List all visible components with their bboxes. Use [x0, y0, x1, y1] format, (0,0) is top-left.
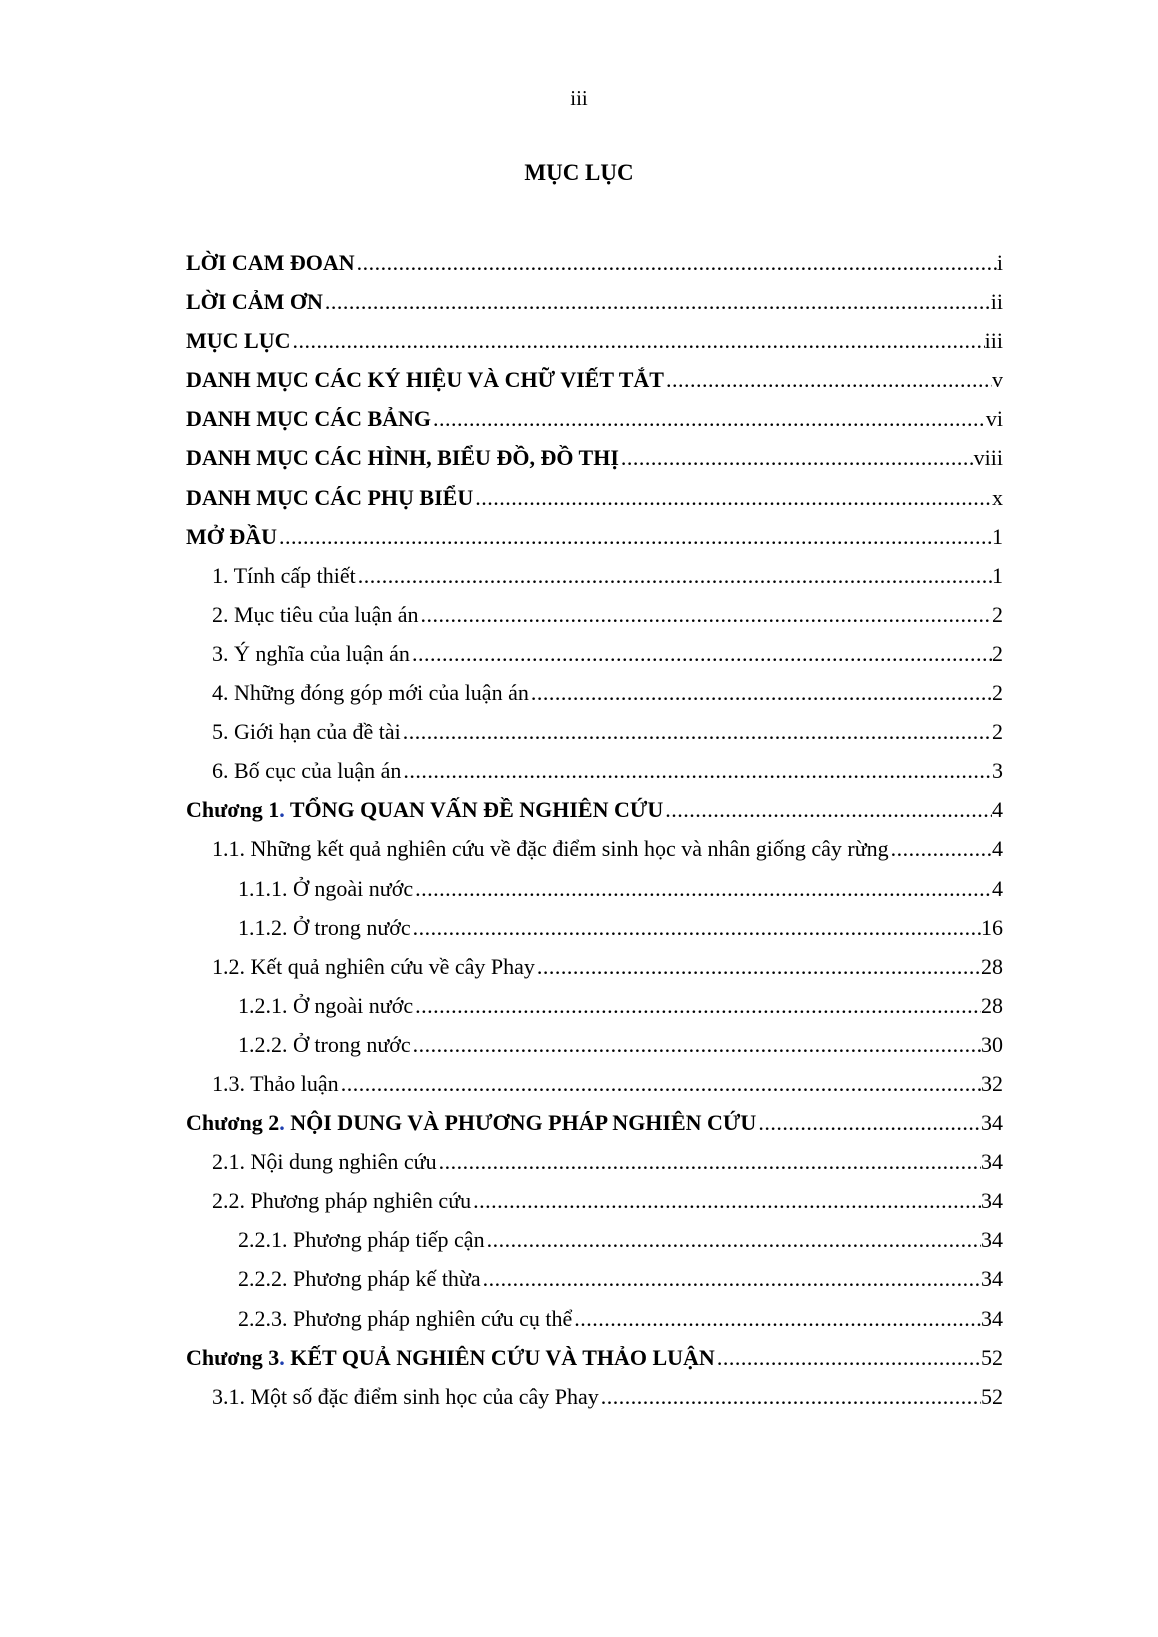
toc-entry-page: 34	[981, 1149, 1003, 1175]
toc-entry-text: 2.2. Phương pháp nghiên cứu	[212, 1188, 472, 1214]
toc-entry[interactable]	[186, 360, 1003, 399]
toc-entry-label	[238, 1025, 411, 1064]
toc-entry-text: 1.2. Kết quả nghiên cứu về cây Phay	[212, 953, 535, 979]
dot-leader	[572, 1299, 981, 1338]
toc-entry-page: vi	[985, 406, 1003, 432]
dot-leader	[356, 556, 992, 595]
page-title: MỤC LỤC	[524, 160, 634, 185]
toc-entry-text: 2. Mục tiêu của luận án	[212, 601, 419, 627]
toc-entry-page: 2	[992, 640, 1003, 666]
toc-entry[interactable]	[186, 243, 1003, 282]
toc-entry-label	[212, 829, 889, 868]
toc-entry-page: 4	[992, 875, 1003, 901]
toc-entry[interactable]	[186, 712, 1003, 751]
toc-entry-label	[212, 1181, 471, 1220]
toc-entry-text: DANH MỤC CÁC PHỤ BIỂU	[186, 484, 474, 510]
toc-entry-text: 2.2.1. Phương pháp tiếp cận	[238, 1227, 485, 1253]
toc-entry-label	[212, 947, 535, 986]
toc-entry-page: 1	[992, 523, 1003, 549]
toc-entry-text: MỤC LỤC	[186, 328, 291, 354]
toc-entry-page: 34	[981, 1266, 1003, 1292]
toc-entry-page: 1	[992, 562, 1003, 588]
toc-entry-page: 28	[981, 953, 1003, 979]
dot-leader	[413, 869, 992, 908]
toc-entry-label	[186, 517, 277, 556]
toc-entry-text: NỘI DUNG VÀ PHƯƠNG PHÁP NGHIÊN CỨU	[284, 1110, 757, 1136]
dot-leader	[401, 712, 992, 751]
toc-entry-label	[238, 1259, 481, 1298]
toc-entry-text: 1. Tính cấp thiết	[212, 562, 356, 588]
dot-leader	[291, 321, 985, 360]
chapter-prefix: Chương 3	[186, 1344, 280, 1370]
toc-entry-text: 1.1. Những kết quả nghiên cứu về đặc điểm sinh học và nhân giống cây rừng	[212, 836, 889, 862]
toc-entry-text: LỜI CAM ĐOAN	[186, 250, 355, 275]
dot-leader	[473, 478, 992, 517]
toc-entry-page: viii	[973, 445, 1003, 471]
dot-leader	[471, 1181, 981, 1220]
toc-entry-text: 1.2.2. Ở trong nước	[238, 1031, 411, 1057]
toc-entry-page: 34	[981, 1110, 1003, 1136]
dot-leader	[756, 1103, 981, 1142]
dot-leader	[485, 1220, 981, 1259]
toc-entry-page: 34	[981, 1227, 1003, 1253]
toc-entry-text: 1.1.1. Ở ngoài nước	[238, 875, 414, 901]
toc-entry-text: 3. Ý nghĩa của luận án	[212, 640, 410, 666]
dot-leader	[599, 1377, 981, 1416]
table-of-contents	[186, 243, 1003, 1416]
toc-entry[interactable]	[186, 556, 1003, 595]
toc-entry-page: ii	[990, 289, 1003, 315]
toc-entry-page: 3	[992, 758, 1003, 784]
toc-entry-label	[212, 712, 401, 751]
toc-entry[interactable]	[186, 438, 1003, 477]
toc-entry-label	[212, 1142, 437, 1181]
toc-entry[interactable]	[186, 1103, 1003, 1142]
toc-entry-label	[186, 243, 355, 282]
dot-leader	[535, 947, 981, 986]
toc-entry-text: 4. Những đóng góp mới của luận án	[212, 680, 529, 706]
chapter-dot: .	[279, 797, 285, 823]
dot-leader	[529, 673, 992, 712]
toc-entry-page: i	[996, 250, 1003, 275]
toc-entry[interactable]	[186, 869, 1003, 908]
toc-entry-label	[186, 1338, 715, 1377]
toc-entry[interactable]	[186, 908, 1003, 947]
toc-entry-page: 30	[981, 1031, 1003, 1057]
toc-entry-text: DANH MỤC CÁC KÝ HIỆU VÀ CHỮ VIẾT TẮT	[186, 367, 664, 393]
toc-entry[interactable]	[186, 1181, 1003, 1220]
dot-leader	[664, 360, 992, 399]
toc-entry-text: MỞ ĐẦU	[186, 523, 278, 549]
toc-entry-page: 34	[981, 1188, 1003, 1214]
toc-entry-text: KẾT QUẢ NGHIÊN CỨU VÀ THẢO LUẬN	[284, 1344, 715, 1370]
dot-leader	[663, 790, 992, 829]
toc-entry[interactable]	[186, 517, 1003, 556]
toc-entry-text: 1.3. Thảo luận	[212, 1070, 339, 1096]
toc-entry-text: 5. Giới hạn của đề tài	[212, 719, 401, 745]
chapter-prefix: Chương 1	[186, 797, 280, 823]
dot-leader	[323, 282, 991, 321]
toc-entry-label	[238, 986, 413, 1025]
toc-entry-label	[238, 1220, 485, 1259]
toc-entry-text: 6. Bố cục của luận án	[212, 758, 402, 784]
toc-entry-text: DANH MỤC CÁC HÌNH, BIỂU ĐỒ, ĐỒ THỊ	[186, 445, 619, 471]
toc-entry[interactable]	[186, 1299, 1003, 1338]
dot-leader	[413, 986, 981, 1025]
toc-entry-text: 2.2.2. Phương pháp kế thừa	[238, 1266, 481, 1292]
toc-entry-text: 1.1.2. Ở trong nước	[238, 914, 411, 940]
toc-entry-label	[238, 1299, 572, 1338]
toc-entry[interactable]	[186, 790, 1003, 829]
toc-entry-label	[186, 438, 619, 477]
toc-entry-label	[212, 1064, 339, 1103]
toc-entry[interactable]	[186, 1259, 1003, 1298]
toc-entry-page: 4	[992, 836, 1003, 862]
toc-entry-page: 52	[981, 1344, 1003, 1370]
toc-entry-text: 3.1. Một số đặc điểm sinh học của cây Phay	[212, 1383, 599, 1409]
toc-entry[interactable]	[186, 1220, 1003, 1259]
toc-entry[interactable]	[186, 751, 1003, 790]
toc-entry-page: 2	[992, 680, 1003, 706]
toc-entry-label	[186, 1103, 756, 1142]
toc-entry-page: 4	[992, 797, 1003, 823]
toc-entry-label	[238, 908, 411, 947]
chapter-dot: .	[279, 1344, 285, 1370]
dot-leader	[410, 634, 992, 673]
toc-entry[interactable]	[186, 829, 1003, 868]
dot-leader	[277, 517, 992, 556]
toc-entry-label	[186, 321, 291, 360]
toc-entry-label	[186, 790, 663, 829]
toc-entry-page: v	[992, 367, 1003, 393]
toc-entry-page: x	[992, 484, 1003, 510]
toc-entry-label	[186, 399, 431, 438]
toc-entry-page: 52	[981, 1383, 1003, 1409]
dot-leader	[401, 751, 992, 790]
toc-entry[interactable]	[186, 478, 1003, 517]
toc-entry-label	[212, 751, 401, 790]
page-number: iii	[570, 86, 588, 110]
toc-entry[interactable]	[186, 947, 1003, 986]
dot-leader	[437, 1142, 981, 1181]
toc-entry[interactable]	[186, 634, 1003, 673]
dot-leader	[411, 908, 981, 947]
toc-entry-label	[212, 595, 419, 634]
dot-leader	[889, 829, 992, 868]
toc-entry-text: 2.2.3. Phương pháp nghiên cứu cụ thể	[238, 1305, 573, 1331]
toc-entry[interactable]	[186, 986, 1003, 1025]
toc-entry-page: 32	[981, 1070, 1003, 1096]
toc-entry-label	[186, 282, 323, 321]
dot-leader	[419, 595, 993, 634]
chapter-dot: .	[279, 1110, 285, 1136]
toc-entry-label	[238, 869, 413, 908]
dot-leader	[481, 1259, 981, 1298]
toc-entry-text: 2.1. Nội dung nghiên cứu	[212, 1149, 437, 1175]
dot-leader	[339, 1064, 981, 1103]
toc-entry-page: 16	[981, 914, 1003, 940]
dot-leader	[715, 1338, 981, 1377]
toc-entry[interactable]	[186, 595, 1003, 634]
dot-leader	[431, 399, 986, 438]
toc-entry-text: DANH MỤC CÁC BẢNG	[186, 406, 432, 432]
toc-entry-page: 34	[981, 1305, 1003, 1331]
toc-entry[interactable]	[186, 1064, 1003, 1103]
toc-entry-label	[212, 673, 529, 712]
toc-entry-page: 28	[981, 992, 1003, 1018]
toc-entry-page: 2	[992, 601, 1003, 627]
toc-entry-text: TỔNG QUAN VẤN ĐỀ NGHIÊN CỨU	[284, 797, 664, 823]
toc-entry-text: 1.2.1. Ở ngoài nước	[238, 992, 414, 1018]
toc-entry-label	[186, 478, 473, 517]
toc-entry-page: 2	[992, 719, 1003, 745]
toc-entry[interactable]	[186, 282, 1003, 321]
dot-leader	[411, 1025, 981, 1064]
toc-entry[interactable]	[186, 321, 1003, 360]
toc-entry[interactable]	[186, 1338, 1003, 1377]
toc-entry-page: iii	[984, 328, 1003, 354]
toc-entry[interactable]	[186, 673, 1003, 712]
toc-entry-label	[212, 556, 356, 595]
toc-entry[interactable]	[186, 1377, 1003, 1416]
dot-leader	[619, 438, 974, 477]
toc-entry[interactable]	[186, 399, 1003, 438]
toc-entry-text: LỜI CẢM ƠN	[186, 289, 323, 315]
dot-leader	[355, 243, 997, 282]
toc-entry-label	[212, 634, 410, 673]
toc-entry[interactable]	[186, 1142, 1003, 1181]
toc-entry-label	[212, 1377, 599, 1416]
chapter-prefix: Chương 2	[186, 1110, 280, 1136]
toc-entry[interactable]	[186, 1025, 1003, 1064]
toc-entry-label	[186, 360, 664, 399]
